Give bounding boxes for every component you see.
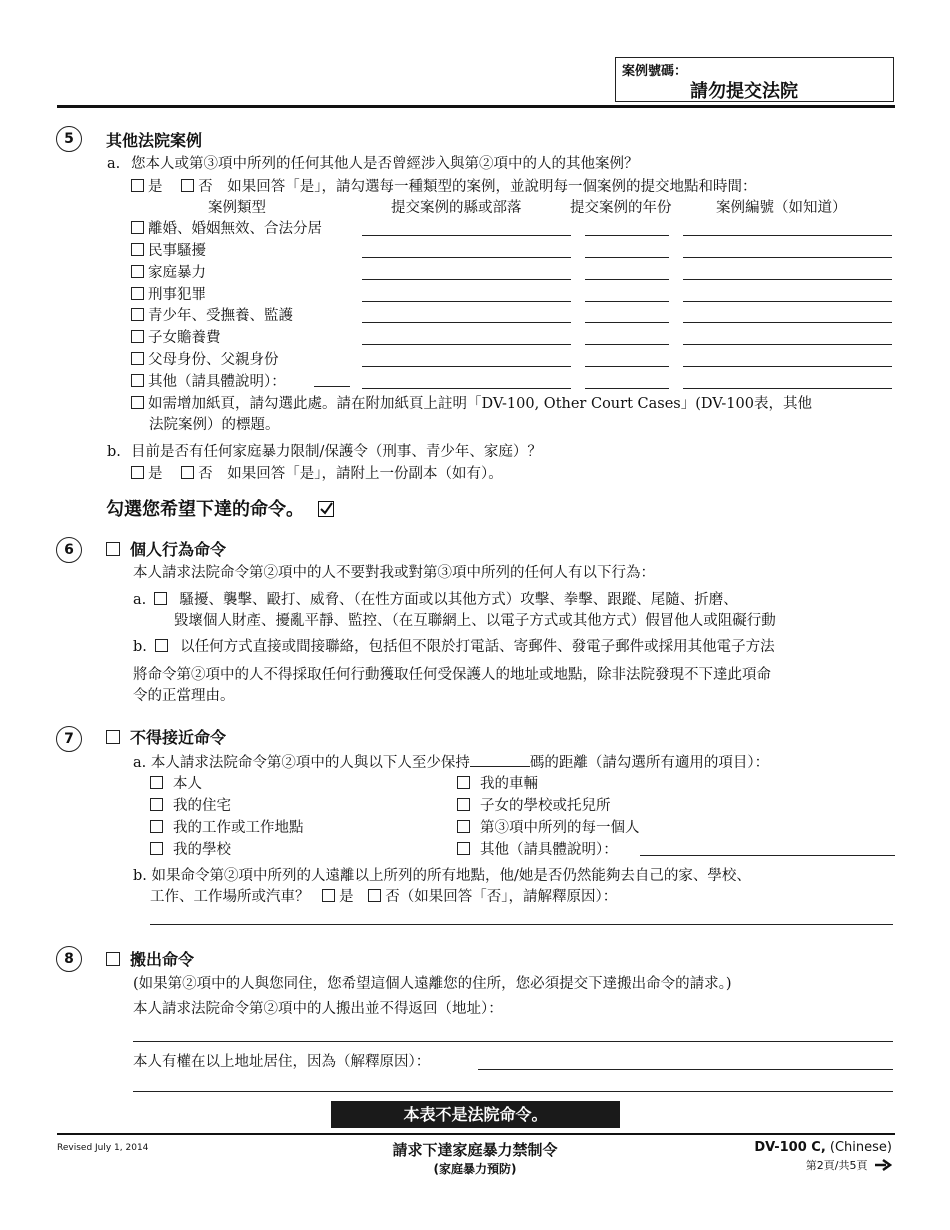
county-field[interactable] <box>362 257 571 258</box>
year-field[interactable] <box>585 257 669 258</box>
form-id-row <box>680 1140 892 1155</box>
section7-b-marker: b. <box>133 868 147 884</box>
section-number-6: 6 <box>56 537 82 563</box>
page-number: 第2頁/共5頁 <box>805 1159 868 1172</box>
right-to-live-field[interactable] <box>478 1069 893 1070</box>
section6-a-line1: 騷擾、襲擊、毆打、威脅、（在性方面或以其他方式）攻擊、拳擊、跟蹤、尾隨、折磨、 <box>179 592 738 608</box>
section7-b-line1: 如果命令第②項中所列的人遠離以上所列的所有地點，他/她是否仍然能夠去自己的家、學校、 <box>151 868 751 884</box>
section5-a-marker: a. <box>107 156 121 172</box>
case-number-field[interactable] <box>683 366 892 367</box>
case-type-row <box>131 219 322 239</box>
section5-b-no-label: 否 <box>198 466 213 482</box>
case-type-row <box>131 350 279 370</box>
section6-a-row <box>133 590 738 610</box>
stay-away-checkbox[interactable] <box>150 842 163 855</box>
stay-away-label: 我的車輛 <box>480 776 538 792</box>
other-case-type-field[interactable] <box>314 386 350 387</box>
case-number-field[interactable] <box>683 301 892 302</box>
stay-away-label: 我的工作或工作地點 <box>173 820 304 836</box>
case-number-field[interactable] <box>683 322 892 323</box>
section6-a-marker: a. <box>133 592 147 608</box>
section6-b-line: 以任何方式直接或間接聯絡，包括但不限於打電話、寄郵件、發電子郵件或採用其他電子方法 <box>180 639 775 655</box>
not-court-order-banner: 本表不是法院命令。 <box>331 1101 620 1128</box>
section-number-7: 7 <box>56 726 82 752</box>
section8-title-row <box>106 947 194 970</box>
section5-b-yes-label: 是 <box>148 466 163 482</box>
section5-a-yes-label: 是 <box>148 179 163 195</box>
section6-note-line2: 令的正當理由。 <box>133 688 235 704</box>
section5-a-yes-checkbox[interactable] <box>131 179 144 192</box>
section8-request: 本人請求法院命令第②項中的人搬出並不得返回（地址）： <box>133 1001 503 1017</box>
stay-away-checkbox[interactable] <box>457 820 470 833</box>
section5-a-no-checkbox[interactable] <box>181 179 194 192</box>
county-field[interactable] <box>362 279 571 280</box>
header-rule <box>57 105 895 108</box>
case-type-checkbox[interactable] <box>131 243 144 256</box>
section7-b-no-checkbox[interactable] <box>368 889 381 902</box>
section6-b-marker: b. <box>133 639 147 655</box>
case-number-value: 請勿提交法院 <box>690 81 798 102</box>
case-number-field[interactable] <box>683 235 892 236</box>
stay-away-option <box>150 774 202 794</box>
section5-a-answer-row <box>131 177 756 197</box>
year-field[interactable] <box>585 301 669 302</box>
orders-heading-text: 勾選您希望下達的命令。 <box>106 499 304 520</box>
extra-page-text-cont: 法院案例）的標題。 <box>149 417 280 433</box>
section5-b-question: 目前是否有任何家庭暴力限制/保護令（刑事、青少年、家庭）？ <box>131 444 542 460</box>
col-header-year: 提交案例的年份 <box>570 200 672 216</box>
county-field[interactable] <box>362 366 571 367</box>
distance-field[interactable] <box>470 752 530 767</box>
section7-a-marker: a. <box>133 755 147 771</box>
case-type-label: 家庭暴力 <box>148 265 206 281</box>
orders-heading <box>106 495 334 521</box>
case-type-row <box>131 241 206 261</box>
case-type-label: 民事騷擾 <box>148 243 206 259</box>
right-to-live-field-line2[interactable] <box>133 1091 893 1092</box>
section7-b-line2: 工作、工作場所或汽車？ <box>150 889 310 905</box>
extra-page-checkbox[interactable] <box>131 396 144 409</box>
section6-b-row <box>133 637 775 657</box>
section5-a-no-label: 否 <box>198 179 213 195</box>
case-type-checkbox[interactable] <box>131 265 144 278</box>
case-type-label: 子女贍養費 <box>148 330 221 346</box>
section8-right-row <box>133 1052 430 1072</box>
stay-away-checkbox[interactable] <box>457 798 470 811</box>
section7-a-suffix: 碼的距離（請勾選所有適用的項目）： <box>529 755 770 771</box>
year-field[interactable] <box>585 279 669 280</box>
case-type-row <box>131 372 286 392</box>
section-number-8: 8 <box>56 946 82 972</box>
case-number-field[interactable] <box>683 388 892 389</box>
case-type-label: 父母身份、父親身份 <box>148 352 279 368</box>
section8-checkbox[interactable] <box>106 952 120 966</box>
footer-rule <box>57 1133 895 1135</box>
section7-b-yes-checkbox[interactable] <box>322 889 335 902</box>
section7-a-prefix: 本人請求法院命令第②項中的人與以下人至少保持 <box>150 755 470 771</box>
stay-away-checkbox[interactable] <box>457 776 470 789</box>
county-field[interactable] <box>362 344 571 345</box>
section5-b-no-checkbox[interactable] <box>181 466 194 479</box>
section6-intro: 本人請求法院命令第②項中的人不要對我或對第③項中所列的任何人有以下行為： <box>133 565 655 581</box>
stay-away-checkbox[interactable] <box>150 798 163 811</box>
stay-away-label: 其他（請具體說明）： <box>480 842 618 858</box>
section5-title: 其他法院案例 <box>106 131 203 150</box>
section7-checkbox[interactable] <box>106 730 120 744</box>
year-field[interactable] <box>585 388 669 389</box>
case-type-checkbox[interactable] <box>131 330 144 343</box>
form-subtitle: (家庭暴力預防) <box>433 1162 517 1176</box>
form-lang: (Chinese) <box>829 1140 892 1155</box>
section7-b-line2-row <box>150 887 617 907</box>
case-type-label: 其他（請具體說明）： <box>148 374 286 390</box>
section7-b-no-label: 否（如果回答「否」，請解釋原因）： <box>385 889 618 905</box>
stay-away-label: 第③項中所列的每一個人 <box>480 820 640 836</box>
section8-title: 搬出命令 <box>130 950 195 969</box>
county-field[interactable] <box>362 301 571 302</box>
section5-b-marker: b. <box>107 444 121 460</box>
case-number-field[interactable] <box>683 279 892 280</box>
checkmark-box-icon <box>318 501 334 517</box>
case-type-label: 離婚、婚姻無效、合法分居 <box>148 221 322 237</box>
section8-note: (如果第②項中的人與您同住，您希望這個人遠離您的住所，您必須提交下達搬出命令的請求。) <box>133 976 732 992</box>
case-type-label: 青少年、受撫養、監護 <box>148 308 293 324</box>
section6-title-row <box>106 537 226 560</box>
case-type-checkbox[interactable] <box>131 374 144 387</box>
move-out-address-field[interactable] <box>133 1041 893 1042</box>
stay-away-label: 子女的學校或托兒所 <box>480 798 611 814</box>
section7-a-row <box>133 752 769 773</box>
year-field[interactable] <box>585 344 669 345</box>
other-stay-away-field[interactable] <box>640 855 895 856</box>
section-number-5: 5 <box>56 126 82 152</box>
county-field[interactable] <box>362 322 571 323</box>
section8-right-label: 本人有權在以上地址居住，因為（解釋原因）： <box>133 1054 431 1070</box>
extra-page-text: 如需增加紙頁，請勾選此處。請在附加紙頁上註明「DV-100, Other Court Cases」(DV-100表，其他 <box>148 396 812 412</box>
stay-away-option <box>150 796 231 816</box>
stay-away-checkbox[interactable] <box>150 820 163 833</box>
section7-b-reason-field[interactable] <box>150 924 893 925</box>
section6-b-checkbox[interactable] <box>155 639 168 652</box>
stay-away-checkbox[interactable] <box>457 842 470 855</box>
case-type-label: 刑事犯罪 <box>148 287 206 303</box>
case-type-checkbox[interactable] <box>131 221 144 234</box>
section7-b-row <box>133 866 751 886</box>
section6-checkbox[interactable] <box>106 542 120 556</box>
case-type-row <box>131 263 206 283</box>
stay-away-checkbox[interactable] <box>150 776 163 789</box>
case-type-row <box>131 306 293 326</box>
stay-away-option <box>150 818 304 838</box>
section6-a-checkbox[interactable] <box>154 592 167 605</box>
year-field[interactable] <box>585 366 669 367</box>
case-type-checkbox[interactable] <box>131 352 144 365</box>
section6-note-line1: 將命令第②項中的人不得採取任何行動獲取任何受保護人的地址或地點，除非法院發現不下達此項命 <box>133 667 771 683</box>
col-header-case-number: 案例編號（如知道） <box>716 200 847 216</box>
stay-away-option <box>457 818 640 838</box>
section5-a-question: 您本人或第③項中所列的任何其他人是否曾經涉入與第②項中的人的其他案例？ <box>131 156 639 172</box>
section5-b-instruction: 如果回答「是」，請附上一份副本（如有）。 <box>227 466 503 482</box>
stay-away-option <box>457 840 618 860</box>
section5-a-instruction: 如果回答「是」，請勾選每一種類型的案例，並說明每一個案例的提交地點和時間： <box>227 179 757 195</box>
extra-page-row <box>131 394 812 414</box>
stay-away-label: 我的住宅 <box>173 798 231 814</box>
stay-away-label: 本人 <box>173 776 202 792</box>
section7-title-row <box>106 725 226 748</box>
case-number-box <box>615 57 894 102</box>
section7-title: 不得接近命令 <box>130 728 227 747</box>
section6-title: 個人行為命令 <box>130 540 227 559</box>
case-type-checkbox[interactable] <box>131 308 144 321</box>
year-field[interactable] <box>585 235 669 236</box>
stay-away-option <box>150 840 231 860</box>
revised-date: Revised July 1, 2014 <box>57 1143 149 1153</box>
stay-away-option <box>457 774 538 794</box>
page-row <box>680 1157 892 1175</box>
stay-away-option <box>457 796 611 816</box>
stay-away-label: 我的學校 <box>173 842 231 858</box>
case-type-row <box>131 328 221 348</box>
section5-b-yes-checkbox[interactable] <box>131 466 144 479</box>
case-number-field[interactable] <box>683 344 892 345</box>
case-number-field[interactable] <box>683 257 892 258</box>
form-id: DV-100 C, <box>754 1140 826 1155</box>
col-header-case-type: 案例類型 <box>208 200 266 216</box>
county-field[interactable] <box>362 235 571 236</box>
section6-a-line2: 毀壞個人財產、擾亂平靜、監控、（在互聯網上、以電子方式或其他方式）假冒他人或阻礙行動 <box>174 613 776 629</box>
next-page-arrow-icon[interactable] <box>874 1158 892 1175</box>
section5-b-answer-row <box>131 464 503 484</box>
case-type-row <box>131 285 206 305</box>
section7-b-yes-label: 是 <box>339 889 354 905</box>
case-number-label: 案例號碼： <box>622 64 688 79</box>
form-title: 請求下達家庭暴力禁制令 <box>392 1141 558 1159</box>
year-field[interactable] <box>585 322 669 323</box>
col-header-county: 提交案例的縣或部落 <box>391 200 522 216</box>
case-type-checkbox[interactable] <box>131 287 144 300</box>
county-field[interactable] <box>362 388 571 389</box>
